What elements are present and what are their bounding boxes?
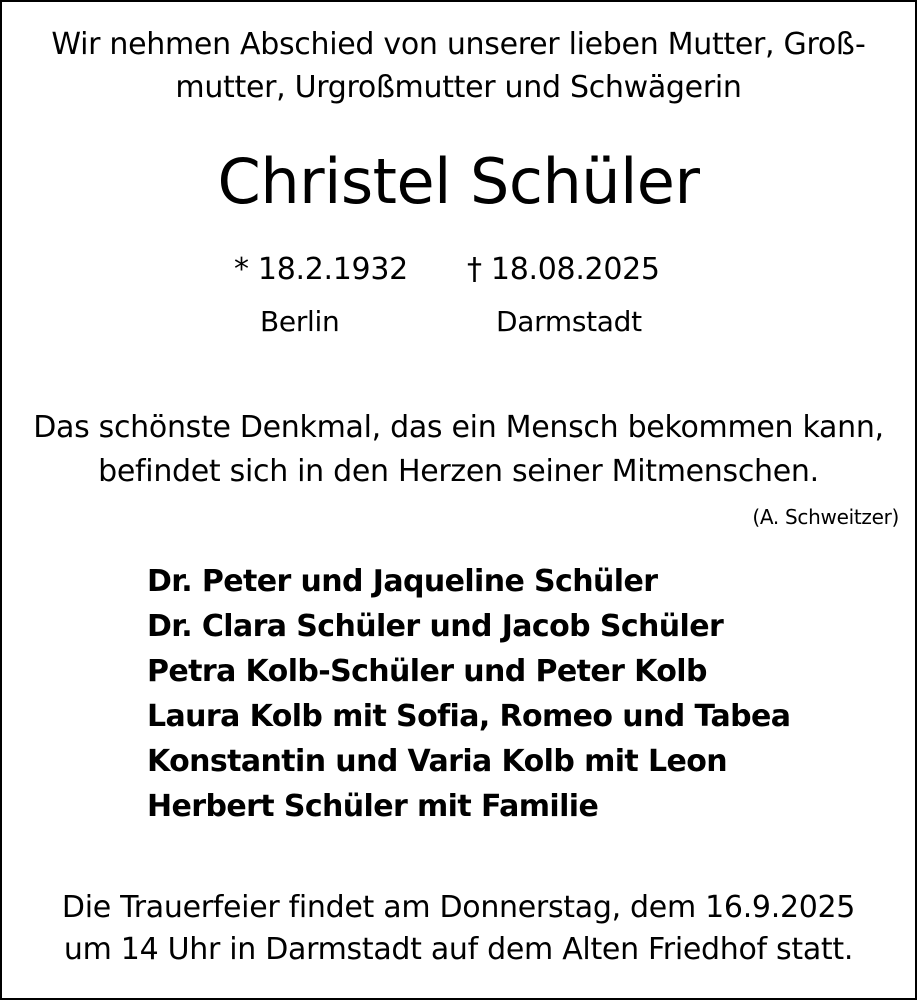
death-place: Darmstadt <box>496 305 642 338</box>
mourner-line: Laura Kolb mit Sofia, Romeo und Tabea <box>147 699 791 734</box>
service-line-1: Die Trauerfeier findet am Donnerstag, dem 16.9.2025 <box>61 890 856 925</box>
mourner-line: Dr. Clara Schüler und Jacob Schüler <box>147 609 724 644</box>
quote-line-2: befindet sich in den Herzen seiner Mitmenschen. <box>98 454 819 489</box>
mourner-line: Herbert Schüler mit Familie <box>147 789 599 824</box>
birth-place: Berlin <box>260 305 340 338</box>
service-line-2: um 14 Uhr in Darmstadt auf dem Alten Friedhof statt. <box>63 932 854 967</box>
birth-date: * 18.2.1932 <box>234 252 408 287</box>
quote-author: (A. Schweitzer) <box>752 505 899 529</box>
mourner-line: Petra Kolb-Schüler und Peter Kolb <box>147 654 707 689</box>
intro-line-1: Wir nehmen Abschied von unserer lieben Mutter, Groß- <box>51 27 866 62</box>
mourner-line: Dr. Peter und Jaqueline Schüler <box>147 564 658 599</box>
quote-line-1: Das schönste Denkmal, das ein Mensch bekommen kann, <box>33 410 884 445</box>
death-date: † 18.08.2025 <box>467 252 660 287</box>
mourner-line: Konstantin und Varia Kolb mit Leon <box>147 744 728 779</box>
intro-line-2: mutter, Urgroßmutter und Schwägerin <box>175 70 742 105</box>
deceased-name: Christel Schüler <box>217 145 700 218</box>
